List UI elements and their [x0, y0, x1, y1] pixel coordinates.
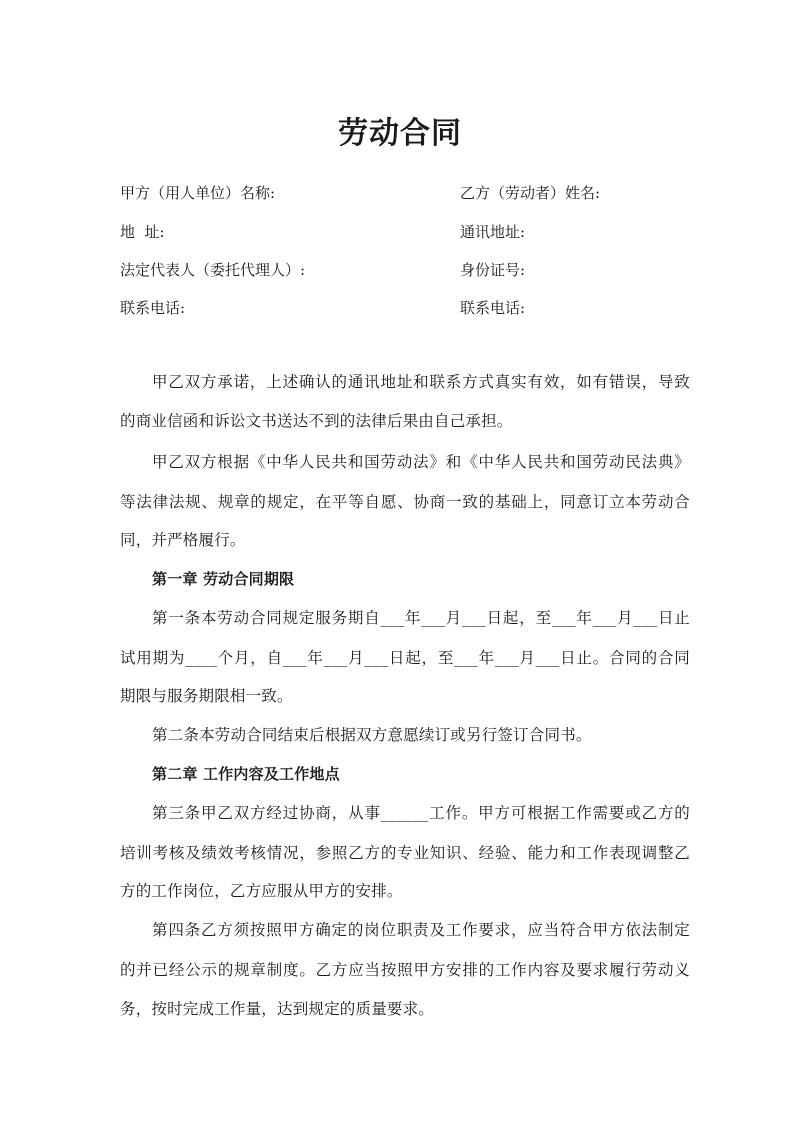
paragraph-line: 同，并严格履行。: [120, 531, 246, 549]
paragraph-line: 的并已经公示的规章制度。乙方应当按照甲方安排的工作内容及要求履行劳动义: [120, 961, 690, 979]
legal-representative-label: 法定代表人（委托代理人）:: [120, 261, 306, 279]
party-b-address-label: 通讯地址:: [460, 223, 526, 241]
paragraph-line: 第三条甲乙双方经过协商，从事______工作。甲方可根据工作需要或乙方的: [152, 804, 690, 822]
paragraph-line: 的商业信函和诉讼文书送达不到的法律后果由自己承担。: [120, 412, 513, 430]
document-title: 劳动合同: [338, 116, 462, 151]
paragraph-line: 第二条本劳动合同结束后根据双方意愿续订或另行签订合同书。: [152, 726, 592, 744]
paragraph-line: 甲乙双方根据《中华人民共和国劳动法》和《中华人民共和国劳动民法典》: [152, 453, 690, 471]
paragraph-line: 甲乙双方承诺，上述确认的通讯地址和联系方式真实有效，如有错误，导致: [152, 373, 690, 391]
party-a-name-label: 甲方（用人单位）名称:: [120, 184, 276, 202]
chapter-heading: 第一章 劳动合同期限: [152, 570, 295, 588]
id-number-label: 身份证号:: [460, 261, 526, 279]
paragraph-line: 务，按时完成工作量，达到规定的质量要求。: [120, 1000, 435, 1018]
chapter-heading: 第二章 工作内容及工作地点: [152, 765, 340, 783]
paragraph-line: 试用期为____个月，自___年___月___日起，至___年___月___日止。合同的合同: [120, 649, 690, 667]
paragraph-line: 第一条本劳动合同规定服务期自___年___月___日起，至___年___月___日止: [152, 609, 690, 627]
paragraph-line: 方的工作岗位，乙方应服从甲方的安排。: [120, 882, 403, 900]
paragraph-line: 第四条乙方须按照甲方确定的岗位职责及工作要求，应当符合甲方依法制定: [152, 921, 690, 939]
party-b-name-label: 乙方（劳动者）姓名:: [460, 184, 601, 202]
party-b-phone-label: 联系电话:: [460, 299, 526, 317]
party-a-phone-label: 联系电话:: [120, 299, 186, 317]
paragraph-line: 期限与服务期限相一致。: [120, 687, 293, 705]
paragraph-line: 培训考核及绩效考核情况，参照乙方的专业知识、经验、能力和工作表现调整乙: [120, 844, 690, 862]
paragraph-line: 等法律法规、规章的规定，在平等自愿、协商一致的基础上，同意订立本劳动合: [120, 493, 690, 511]
party-a-address-label: 地 址:: [120, 223, 165, 241]
